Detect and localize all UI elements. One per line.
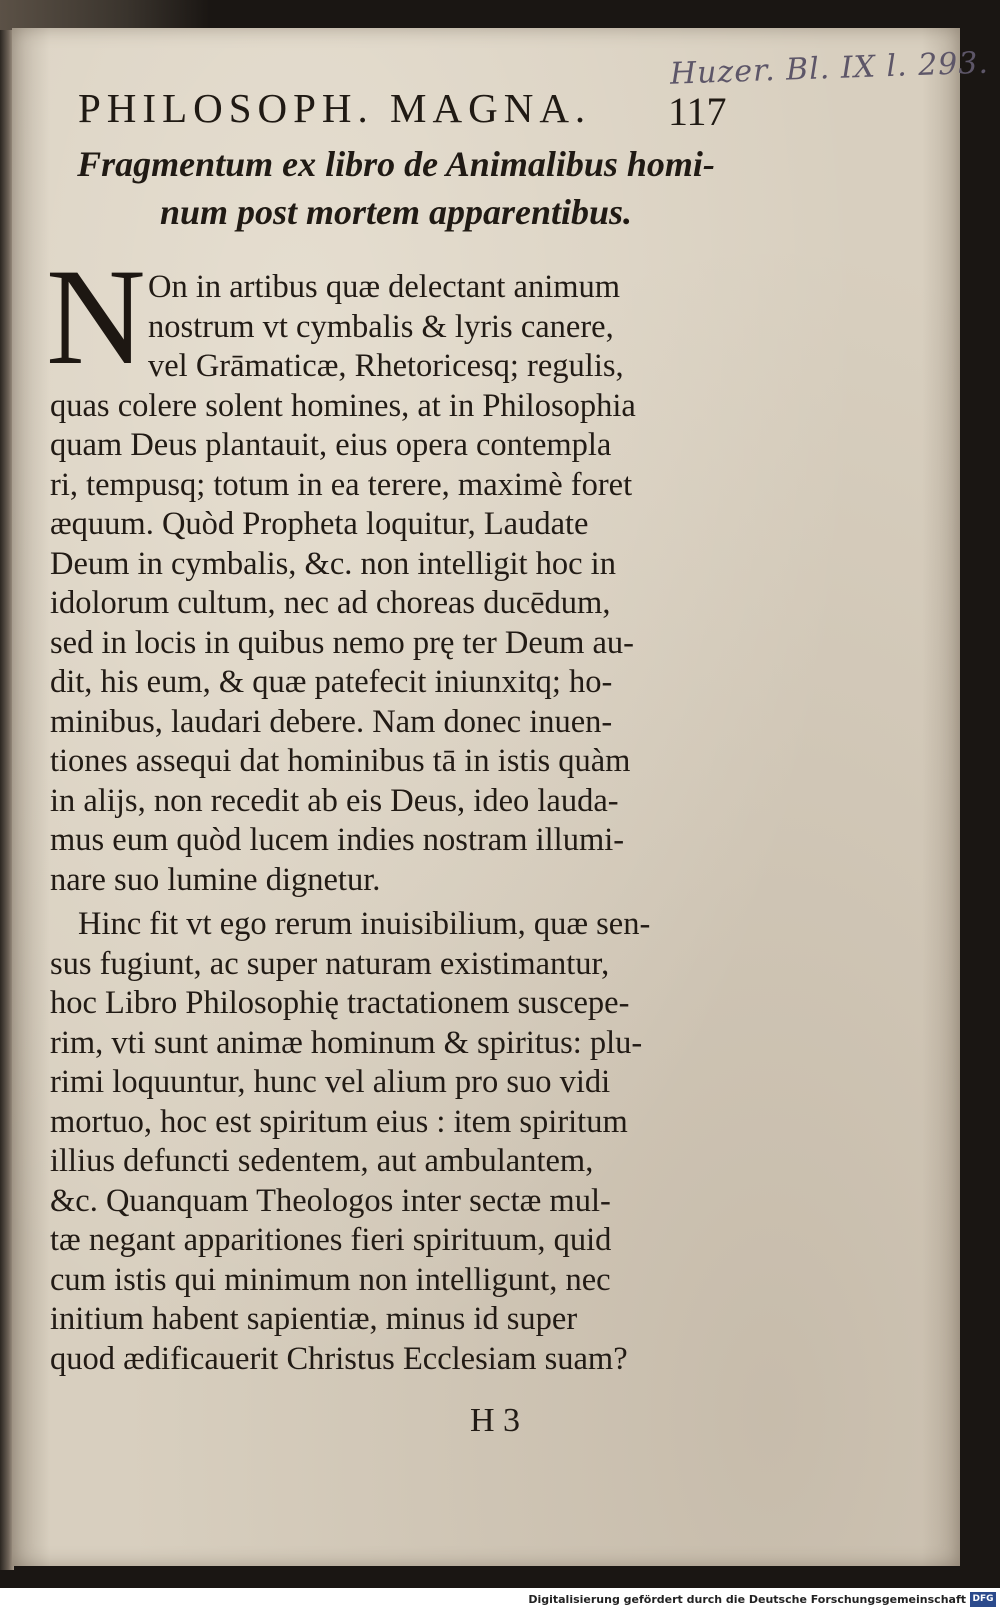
text-line: minibus, laudari debere. Nam donec inuen-: [50, 703, 613, 740]
page-number: 117: [668, 89, 727, 134]
text-line: cum istis qui minimum non intelligunt, nec: [50, 1261, 611, 1298]
text-line: ri, tempusq; totum in ea terere, maximè foret: [50, 466, 633, 503]
chapter-title: [46, 140, 746, 236]
paragraph-1: [50, 268, 740, 900]
text-line: quas colere solent homines, at in Philosophia: [50, 387, 636, 424]
text-line: &c. Quanquam Theologos inter sectæ mul-: [50, 1182, 611, 1219]
text-line: nostrum vt cymbalis & lyris canere,: [148, 308, 614, 345]
signature-mark: H 3: [470, 1402, 521, 1439]
running-header-title: PHILOSOPH. MAGNA.: [78, 85, 592, 131]
text-line: mortuo, hoc est spiritum eius : item spiritum: [50, 1103, 628, 1140]
text-line: dit, his eum, & quæ patefecit iniunxitq; ho-: [50, 664, 613, 700]
text-line: nare suo lumine dignetur.: [50, 861, 381, 898]
paragraph-2: [50, 905, 740, 1379]
title-line: num post mortem apparentibus.: [159, 192, 633, 232]
dfg-logo-icon: DFG: [970, 1592, 996, 1607]
text-line: rimi loquuntur, hunc vel alium pro suo vidi: [50, 1064, 611, 1100]
text-line: quam Deus plantauit, eius opera contempla: [50, 427, 612, 463]
text-line: tæ negant apparitiones fieri spirituum, quid: [50, 1222, 612, 1258]
text-line: vel Grāmaticæ, Rhetoricesq; regulis,: [148, 348, 624, 384]
text-line: Hinc fit vt ego rerum inuisibilium, quæ sen-: [78, 906, 651, 942]
text-line: quod ædificauerit Christus Ecclesiam suam?: [50, 1340, 628, 1377]
shelfmark-annotation: Huzer. Bl. IX l. 293.: [669, 45, 990, 92]
text-line: illius defuncti sedentem, aut ambulantem,: [50, 1143, 594, 1179]
text-line: On in artibus quæ delectant animum: [148, 269, 621, 305]
text-line: hoc Libro Philosophię tractationem suscepe-: [50, 985, 630, 1021]
book-edge-top: [0, 0, 210, 30]
text-line: idolorum cultum, nec ad choreas ducēdum,: [50, 585, 611, 621]
text-line: sus fugiunt, ac super naturam existimantur,: [50, 945, 610, 982]
text-line: sed in locis in quibus nemo prę ter Deum au-: [50, 624, 634, 661]
text-line: Deum in cymbalis, &c. non intelligit hoc in: [50, 545, 616, 582]
title-line: Fragmentum ex libro de Animalibus homi-: [77, 144, 715, 184]
text-line: rim, vti sunt animæ hominum & spiritus: plu-: [50, 1024, 643, 1061]
initial-letter: N: [46, 240, 146, 393]
funding-credit: Digitalisierung gefördert durch die Deutsche Forschungsgemeinschaft: [528, 1593, 966, 1606]
text-line: tiones assequi dat hominibus tā in istis quàm: [50, 743, 631, 779]
text-line: mus eum quòd lucem indies nostram illumi-: [50, 822, 625, 858]
text-line: æquum. Quòd Propheta loquitur, Laudate: [50, 506, 589, 542]
text-line: initium habent sapientiæ, minus id super: [50, 1301, 578, 1337]
text-line: in alijs, non recedit ab eis Deus, ideo lauda-: [50, 782, 619, 819]
